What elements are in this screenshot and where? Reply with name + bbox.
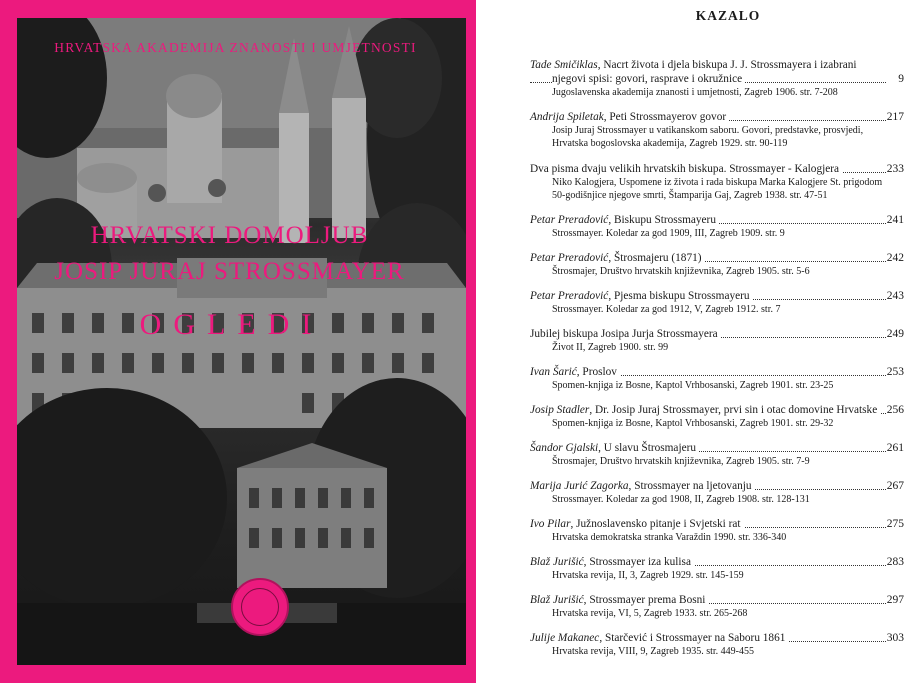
entry-page-number: 243: [886, 290, 904, 302]
index-entry: [530, 58, 910, 99]
entry-author: Petar Preradović: [530, 290, 609, 302]
book-title-line2: JOSIP JURAJ STROSSMAYER: [54, 258, 405, 285]
entry-title-line: Josip Stadler, Dr. Josip Juraj Strossmayer, prvi sin i otac domovine Hrvatske 256: [530, 403, 910, 417]
entry-page-number: 283: [886, 556, 904, 568]
entry-source: Spomen-knjiga iz Bosne, Kaptol Vrhbosanski, Zagreb 1901. str. 23-25: [552, 380, 834, 391]
index-page: [520, 0, 910, 683]
entry-source: Strossmayer. Koledar za god 1909, III, Zagreb 1909. str. 9: [552, 228, 785, 239]
entry-title-line: Šandor Gjalski, U slavu Štrosmajeru 261: [530, 441, 910, 455]
entry-title: U slavu Štrosmajeru: [603, 442, 697, 454]
index-entry: [530, 517, 910, 544]
index-entry: [530, 555, 910, 582]
entry-page-number: 256: [886, 404, 904, 416]
index-entry: [530, 365, 910, 392]
entry-title: Peti Strossmayerov govor: [609, 111, 727, 123]
index-entry: [530, 403, 910, 430]
entry-title-line: [530, 327, 910, 341]
entry-page-number: 242: [886, 252, 904, 264]
entry-source: Strossmayer. Koledar za god 1908, II, Zagreb 1908. str. 128-131: [552, 494, 810, 505]
entry-author: Tade Smičiklas: [530, 59, 598, 71]
entry-author: Blaž Jurišić: [530, 556, 584, 568]
entry-title: Strossmayer prema Bosni: [589, 594, 706, 606]
index-entry: [530, 162, 910, 202]
index-heading: KAZALO: [695, 8, 761, 23]
index-entry: [530, 289, 910, 316]
index-entry: [530, 479, 910, 506]
entry-page-number: 303: [886, 632, 904, 644]
entry-title-line: Ivo Pilar, Južnoslavensko pitanje i Svjetski rat 275: [530, 517, 910, 531]
academy-name: HRVATSKA AKADEMIJA ZNANOSTI I UMJETNOSTI: [54, 40, 417, 55]
entry-page-number: 217: [886, 111, 904, 123]
entry-page-number: 233: [886, 163, 904, 175]
entry-title-line: Blaž Jurišić, Strossmayer iza kulisa 283: [530, 555, 910, 569]
entry-title: Nacrt života i djela biskupa J. J. Strossmayera i izabrani: [603, 59, 857, 71]
entry-title: Jubilej biskupa Josipa Jurja Strossmayera: [530, 328, 718, 340]
entry-source: Hrvatska revija, VI, 5, Zagreb 1933. str. 265-268: [552, 608, 748, 619]
academy-emblem-icon: [231, 578, 289, 636]
entry-source: Štrosmajer, Društvo hrvatskih književnika, Zagreb 1905. str. 5-6: [552, 266, 810, 277]
entry-source: Jugoslavenska akademija znanosti i umjetnosti, Zagreb 1906. str. 7-208: [552, 87, 838, 98]
entry-author: Ivo Pilar: [530, 518, 571, 530]
entry-source: Josip Juraj Strossmayer u vatikanskom saboru. Govori, predstavke, prosvjedi,: [552, 125, 864, 136]
entry-title: Strossmayer iza kulisa: [589, 556, 691, 568]
entry-source: Hrvatska demokratska stranka Varaždin 1990. str. 336-340: [552, 532, 787, 543]
entry-author: Ivan Šarić: [530, 366, 577, 378]
entry-page-number: 297: [886, 594, 904, 606]
entry-author: Petar Preradović: [530, 252, 609, 264]
entry-author: Marija Jurić Zagorka: [530, 480, 629, 492]
entry-title-line: [530, 162, 910, 176]
entry-source: Niko Kalogjera, Uspomene iz života i rada biskupa Marka Kalogjere St. prigodom: [552, 177, 883, 188]
entry-source: Strossmayer. Koledar za god 1912, V, Zagreb 1912. str. 7: [552, 304, 781, 315]
entry-title: Biskupu Strossmayeru: [613, 214, 716, 226]
cover-photo: [17, 18, 466, 665]
book-subtitle: OGLEDI: [139, 308, 324, 341]
index-entry: [530, 251, 910, 278]
entry-page-number: 9: [898, 73, 904, 85]
entry-author: Josip Stadler: [530, 404, 590, 416]
entry-page-number: 261: [886, 442, 904, 454]
entry-title: Dva pisma dvaju velikih hrvatskih biskupa. Strossmayer - Kalogjera: [530, 163, 840, 175]
entry-source: Hrvatska bogoslovska akademija, Zagreb 1929. str. 90-119: [552, 138, 788, 149]
entry-page-number: 253: [886, 366, 904, 378]
entry-title: Štrosmajeru (1871): [613, 252, 702, 264]
entry-page-number: 249: [886, 328, 904, 340]
entry-author: Šandor Gjalski: [530, 442, 599, 454]
entry-title-line: Petar Preradović, Pjesma biskupu Strossmayeru 243: [530, 289, 910, 303]
entry-page-number: 275: [886, 518, 904, 530]
entry-page-number: 267: [886, 480, 904, 492]
entry-title-line: Blaž Jurišić, Strossmayer prema Bosni 297: [530, 593, 910, 607]
entry-source: Štrosmajer, Društvo hrvatskih književnika, Zagreb 1905. str. 7-9: [552, 456, 810, 467]
entry-source: Hrvatska revija, II, 3, Zagreb 1929. str. 145-159: [552, 570, 744, 581]
index-entry: [530, 327, 910, 354]
entry-title: Strossmayer na ljetovanju: [634, 480, 752, 492]
book-title-line1: HRVATSKI DOMOLJUB: [90, 222, 369, 249]
entry-title-line: Marija Jurić Zagorka, Strossmayer na ljetovanju 267: [530, 479, 910, 493]
entry-title-line: Petar Preradović, Biskupu Strossmayeru 241: [530, 213, 910, 227]
index-entry: [530, 593, 910, 620]
index-entry: [530, 441, 910, 468]
entry-title-line: Andrija Spiletak, Peti Strossmayerov govor 217: [530, 110, 910, 124]
index-entry: [530, 110, 910, 150]
entry-page-number: 241: [886, 214, 904, 226]
entry-source: Hrvatska revija, VIII, 9, Zagreb 1935. str. 449-455: [552, 646, 754, 657]
entry-title-line: Ivan Šarić, Proslov 253: [530, 365, 910, 379]
entry-title-line: Petar Preradović, Štrosmajeru (1871) 242: [530, 251, 910, 265]
entry-title-line: Tade Smičiklas, Nacrt života i djela biskupa J. J. Strossmayera i izabrani: [530, 58, 910, 72]
index-entry: [530, 213, 910, 240]
entry-author: Petar Preradović: [530, 214, 609, 226]
entry-source: 50-godišnjice njegove smrti, Štamparija Gaj, Zagreb 1938. str. 47-51: [552, 190, 828, 201]
entry-title: Južnoslavensko pitanje i Svjetski rat: [576, 518, 741, 530]
entry-author: Blaž Jurišić: [530, 594, 584, 606]
entry-source: Spomen-knjiga iz Bosne, Kaptol Vrhbosanski, Zagreb 1901. str. 29-32: [552, 418, 834, 429]
index-entry: [530, 631, 910, 658]
entry-title: Dr. Josip Juraj Strossmayer, prvi sin i otac domovine Hrvatske: [594, 404, 878, 416]
entry-source: Život II, Zagreb 1900. str. 99: [552, 342, 669, 353]
entry-title: Proslov: [582, 366, 617, 378]
entry-author: Andrija Spiletak: [530, 111, 604, 123]
entry-title-continuation: njegovi spisi: govori, rasprave i okružnice 9: [530, 72, 910, 86]
entry-title-line: Julije Makanec, Starčević i Strossmayer na Saboru 1861 303: [530, 631, 910, 645]
entry-author: Julije Makanec: [530, 632, 600, 644]
entry-title: Pjesma biskupu Strossmayeru: [613, 290, 750, 302]
entry-title: Starčević i Strossmayer na Saboru 1861: [604, 632, 786, 644]
